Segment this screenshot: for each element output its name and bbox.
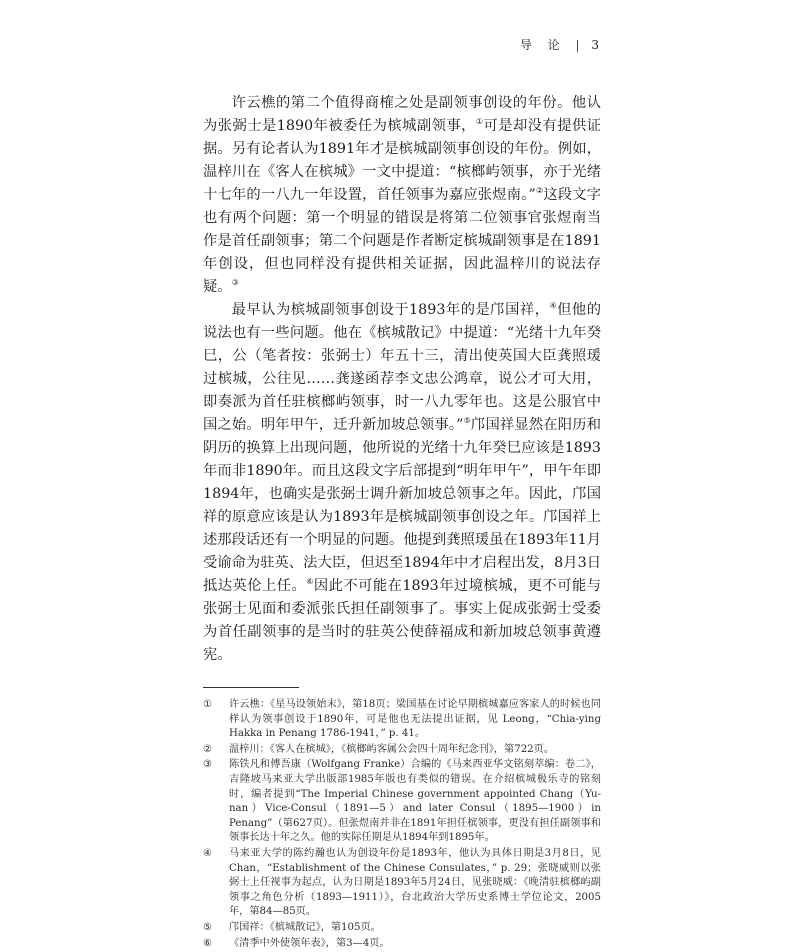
- page-number: 3: [591, 38, 605, 52]
- paragraph-text: 许云樵的第二个值得商榷之处是副领事创设的年份。他认为张弼士是1890年被委任为槟城副领事，: [203, 95, 601, 134]
- footnote-number: ⑥: [203, 937, 213, 949]
- running-header: [520, 36, 605, 53]
- footnote-text: 温梓川：《客人在槟城》，《槟榔屿客属公会四十周年纪念刊》，第722页。: [229, 743, 555, 755]
- footnote-number: ⑤: [203, 921, 213, 933]
- footnote-divider: [203, 687, 299, 688]
- footnote-ref[interactable]: ⑤: [463, 416, 471, 426]
- page-body: [203, 92, 601, 952]
- footnote-ref[interactable]: ③: [231, 278, 239, 288]
- footnote: [203, 847, 601, 920]
- paragraph-text: 因此不可能在1893年过境槟城，更不可能与张弼士见面和委派张氏担任副领事了。事实上促成张弼士受委为首任副领事的是当时的驻英公使薛福成和新加坡总领事黄遵宪。: [203, 578, 601, 663]
- footnote: [203, 698, 601, 742]
- footnote: [203, 921, 601, 936]
- footnote-number: ③: [203, 759, 213, 771]
- footnote-text: 《清季中外使领年表》，第3—4页。: [229, 937, 390, 949]
- paragraph: [203, 92, 601, 299]
- footnote: [203, 937, 601, 952]
- paragraph-text: 可是却没有提供证据。另有论者认为1891年才是槟城副领事创设的年份。例如，温梓川在《客人在槟城》一文中提道：“槟榔屿领事，亦于光绪十七年的一八九一年设置，首任领事为嘉应张煜南。”: [203, 118, 601, 203]
- paragraph-text: 这段文字也有两个问题：第一个明显的错误是将第二位领事官张煜南当作是首任副领事；第二个问题是作者断定槟城副领事是在1891年创设，但也同样没有提供相关证据，因此温梓川的说法存疑。: [203, 187, 601, 295]
- paragraph-text: 但他的说法也有一些问题。他在《槟城散记》中提道：“光绪十九年癸巳，公（笔者按：张弼士）年五十三，清出使英国大臣龚照瑗过槟城，公往见……龚遂函荐李文忠公鸿章，说公才可大用，即奏派为首任驻槟榔屿领事，时一八九零年也。这是公服官中国之始。明年甲午，迁升新加坡总领事。”: [203, 302, 602, 433]
- footnote-ref[interactable]: ①: [475, 117, 484, 127]
- footnote-number: ④: [203, 847, 213, 859]
- paragraph-text: 邝国祥显然在阳历和阴历的换算上出现问题，他所说的光绪十九年癸巳应该是1893年而非1890年。而且这段文字后部提到“明年甲午”，甲午年即1894年，也确实是张弼士调升新加坡总领事之年。因此，邝国祥的原意应该是认为1893年是槟城副领事创设之年。邝国祥上述那段话还有一个明显的问题。他提到龚照瑗虽在1893年11月受谕命为驻英、法大臣，但迟至1894年中才启程出发，8月3日抵达英伦上任。: [203, 417, 601, 594]
- header-title: 导 论: [519, 38, 566, 52]
- footnote-ref[interactable]: ⑥: [306, 577, 314, 587]
- footnote-text: 陈铁凡和傅吾康（Wolfgang Franke）合编的《马来西亚华文铭刻萃编：卷二》，吉隆坡马来亚大学出版部1985年版也有类似的错误。在介绍槟城极乐寺的铭刻时，编者提到“The Imperial Chinese government appointed Chang（Yu-nan）Vice-Consul（1891—5）and later Consul（1895—1900）in Penang”（第627页）。但张煜南并非在1891年担任槟领事，更没有担任副领事和领事长达十年之久。他的实际任期是从1894年到1895年。: [229, 759, 601, 844]
- footnote-ref[interactable]: ④: [549, 301, 558, 311]
- footnote: [203, 758, 601, 846]
- footnote-ref[interactable]: ②: [535, 186, 544, 196]
- paragraph: [203, 299, 601, 667]
- body-text: [203, 92, 601, 667]
- footnote-text: 马来亚大学的陈约瀚也认为创设年份是1893年，他认为具体日期是3月8日，见 Chan，“Establishment of the Chinese Consulates，” p. 29；张晓威则以张弼士上任视事为起点，认为日期是1893年5月24日，见张晓威：《晚清驻槟榔屿副领事之角色分析（1893—1911）》，台北政治大学历史系博士学位论文，2005年，第84—85页。: [229, 847, 601, 918]
- footnote-number: ①: [203, 699, 213, 710]
- footnote-text: 许云樵：《星马设领始末》，第18页；梁国基在讨论早期槟城嘉应客家人的时候也同样认为领事创设于1890年，可是他也无法提出证据，见 Leong，“Chia-ying Hakka in Penang 1786-1941，” p. 41。: [229, 699, 601, 740]
- footnotes: [203, 698, 601, 951]
- paragraph-text: 最早认为槟城副领事创设于1893年的是邝国祥，: [231, 302, 550, 318]
- footnote-text: 邝国祥：《槟城散记》，第105页。: [229, 921, 381, 933]
- footnote: [203, 743, 601, 758]
- footnote-number: ②: [203, 743, 213, 755]
- header-separator: |: [575, 38, 580, 52]
